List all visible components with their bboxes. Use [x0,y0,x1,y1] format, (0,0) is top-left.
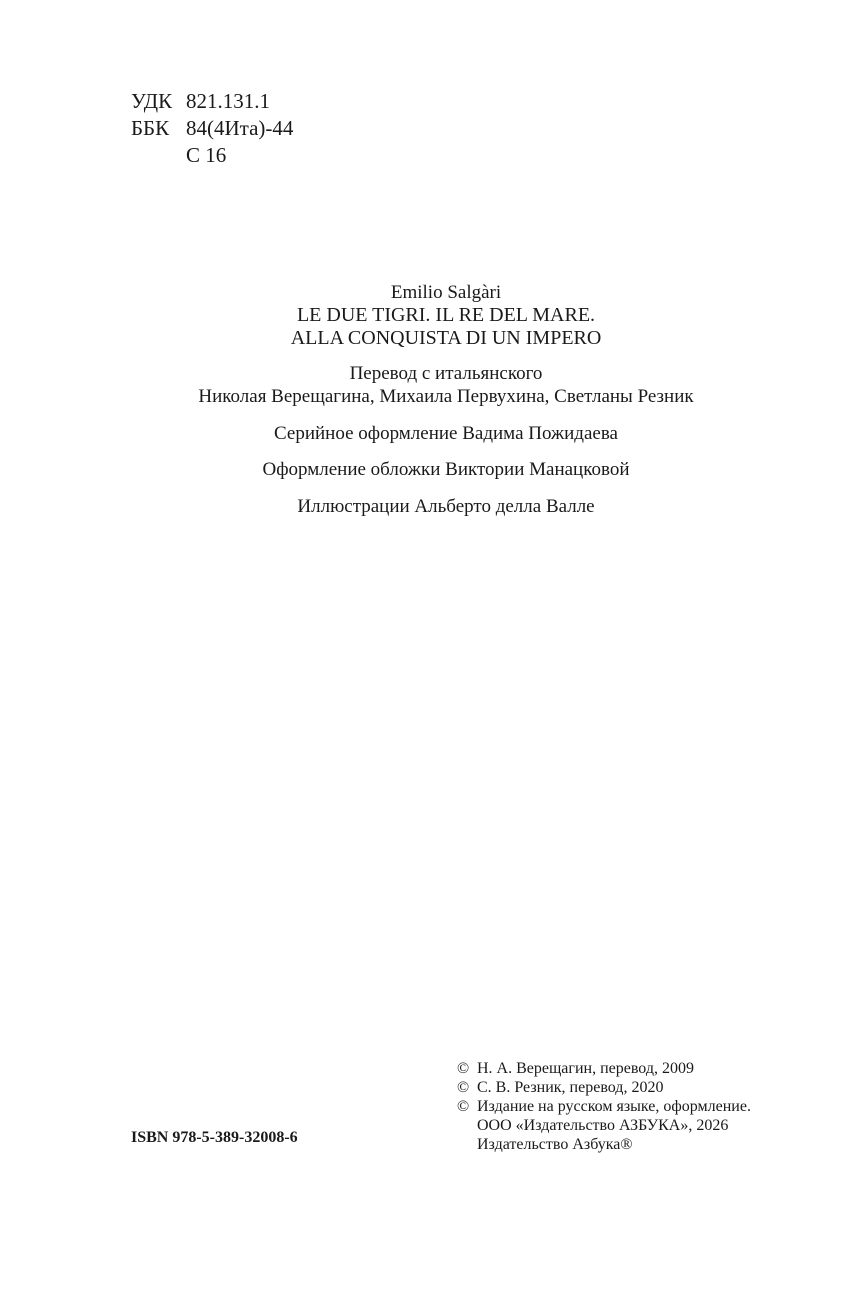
udk-row [131,88,293,115]
original-author: Emilio Salgàri [390,282,502,303]
cover-design-credit: Оформление обложки Виктории Манацковой [262,459,630,480]
copyright-text: Издание на русском языке, оформление. [477,1098,751,1115]
original-title-block [0,281,856,350]
copyright-row [457,1097,751,1116]
author-mark-row [131,142,293,169]
author-mark: С 16 [186,143,227,167]
copyright-continuation [457,1135,751,1154]
copyright-symbol: © [457,1079,470,1096]
publisher-line: ООО «Издательство АЗБУКА», 2026 [477,1117,729,1134]
copyright-block [457,1059,751,1154]
trademark-line: Издательство Азбука® [477,1136,633,1153]
translation-line-1: Перевод с итальянского [349,363,543,384]
copyright-symbol: © [457,1098,470,1115]
udk-label: УДК [131,89,173,113]
bbk-row [131,115,293,142]
translation-block [0,362,856,408]
series-design-credit: Серийное оформление Вадима Пожидаева [274,423,618,444]
bbk-value: 84(4Ита)-44 [186,116,294,140]
classification-block [131,88,293,169]
copyright-continuation [457,1116,751,1135]
copyright-symbol: © [457,1060,470,1077]
original-title-line-1: LE DUE TIGRI. IL RE DEL MARE. [296,304,596,326]
original-title-line-2: ALLA CONQUISTA DI UN IMPERO [290,327,602,349]
udk-value: 821.131.1 [186,89,270,113]
copyright-text: Н. А. Верещагин, перевод, 2009 [477,1060,694,1077]
copyright-row [457,1059,751,1078]
isbn: ISBN 978-5-389-32008-6 [131,1129,298,1146]
illustrations-credit: Иллюстрации Альберто делла Валле [297,496,595,517]
copyright-row [457,1078,751,1097]
translators: Николая Верещагина, Михаила Первухина, Светланы Резник [198,386,694,407]
bbk-label: ББК [131,116,170,140]
copyright-text: С. В. Резник, перевод, 2020 [477,1079,664,1096]
